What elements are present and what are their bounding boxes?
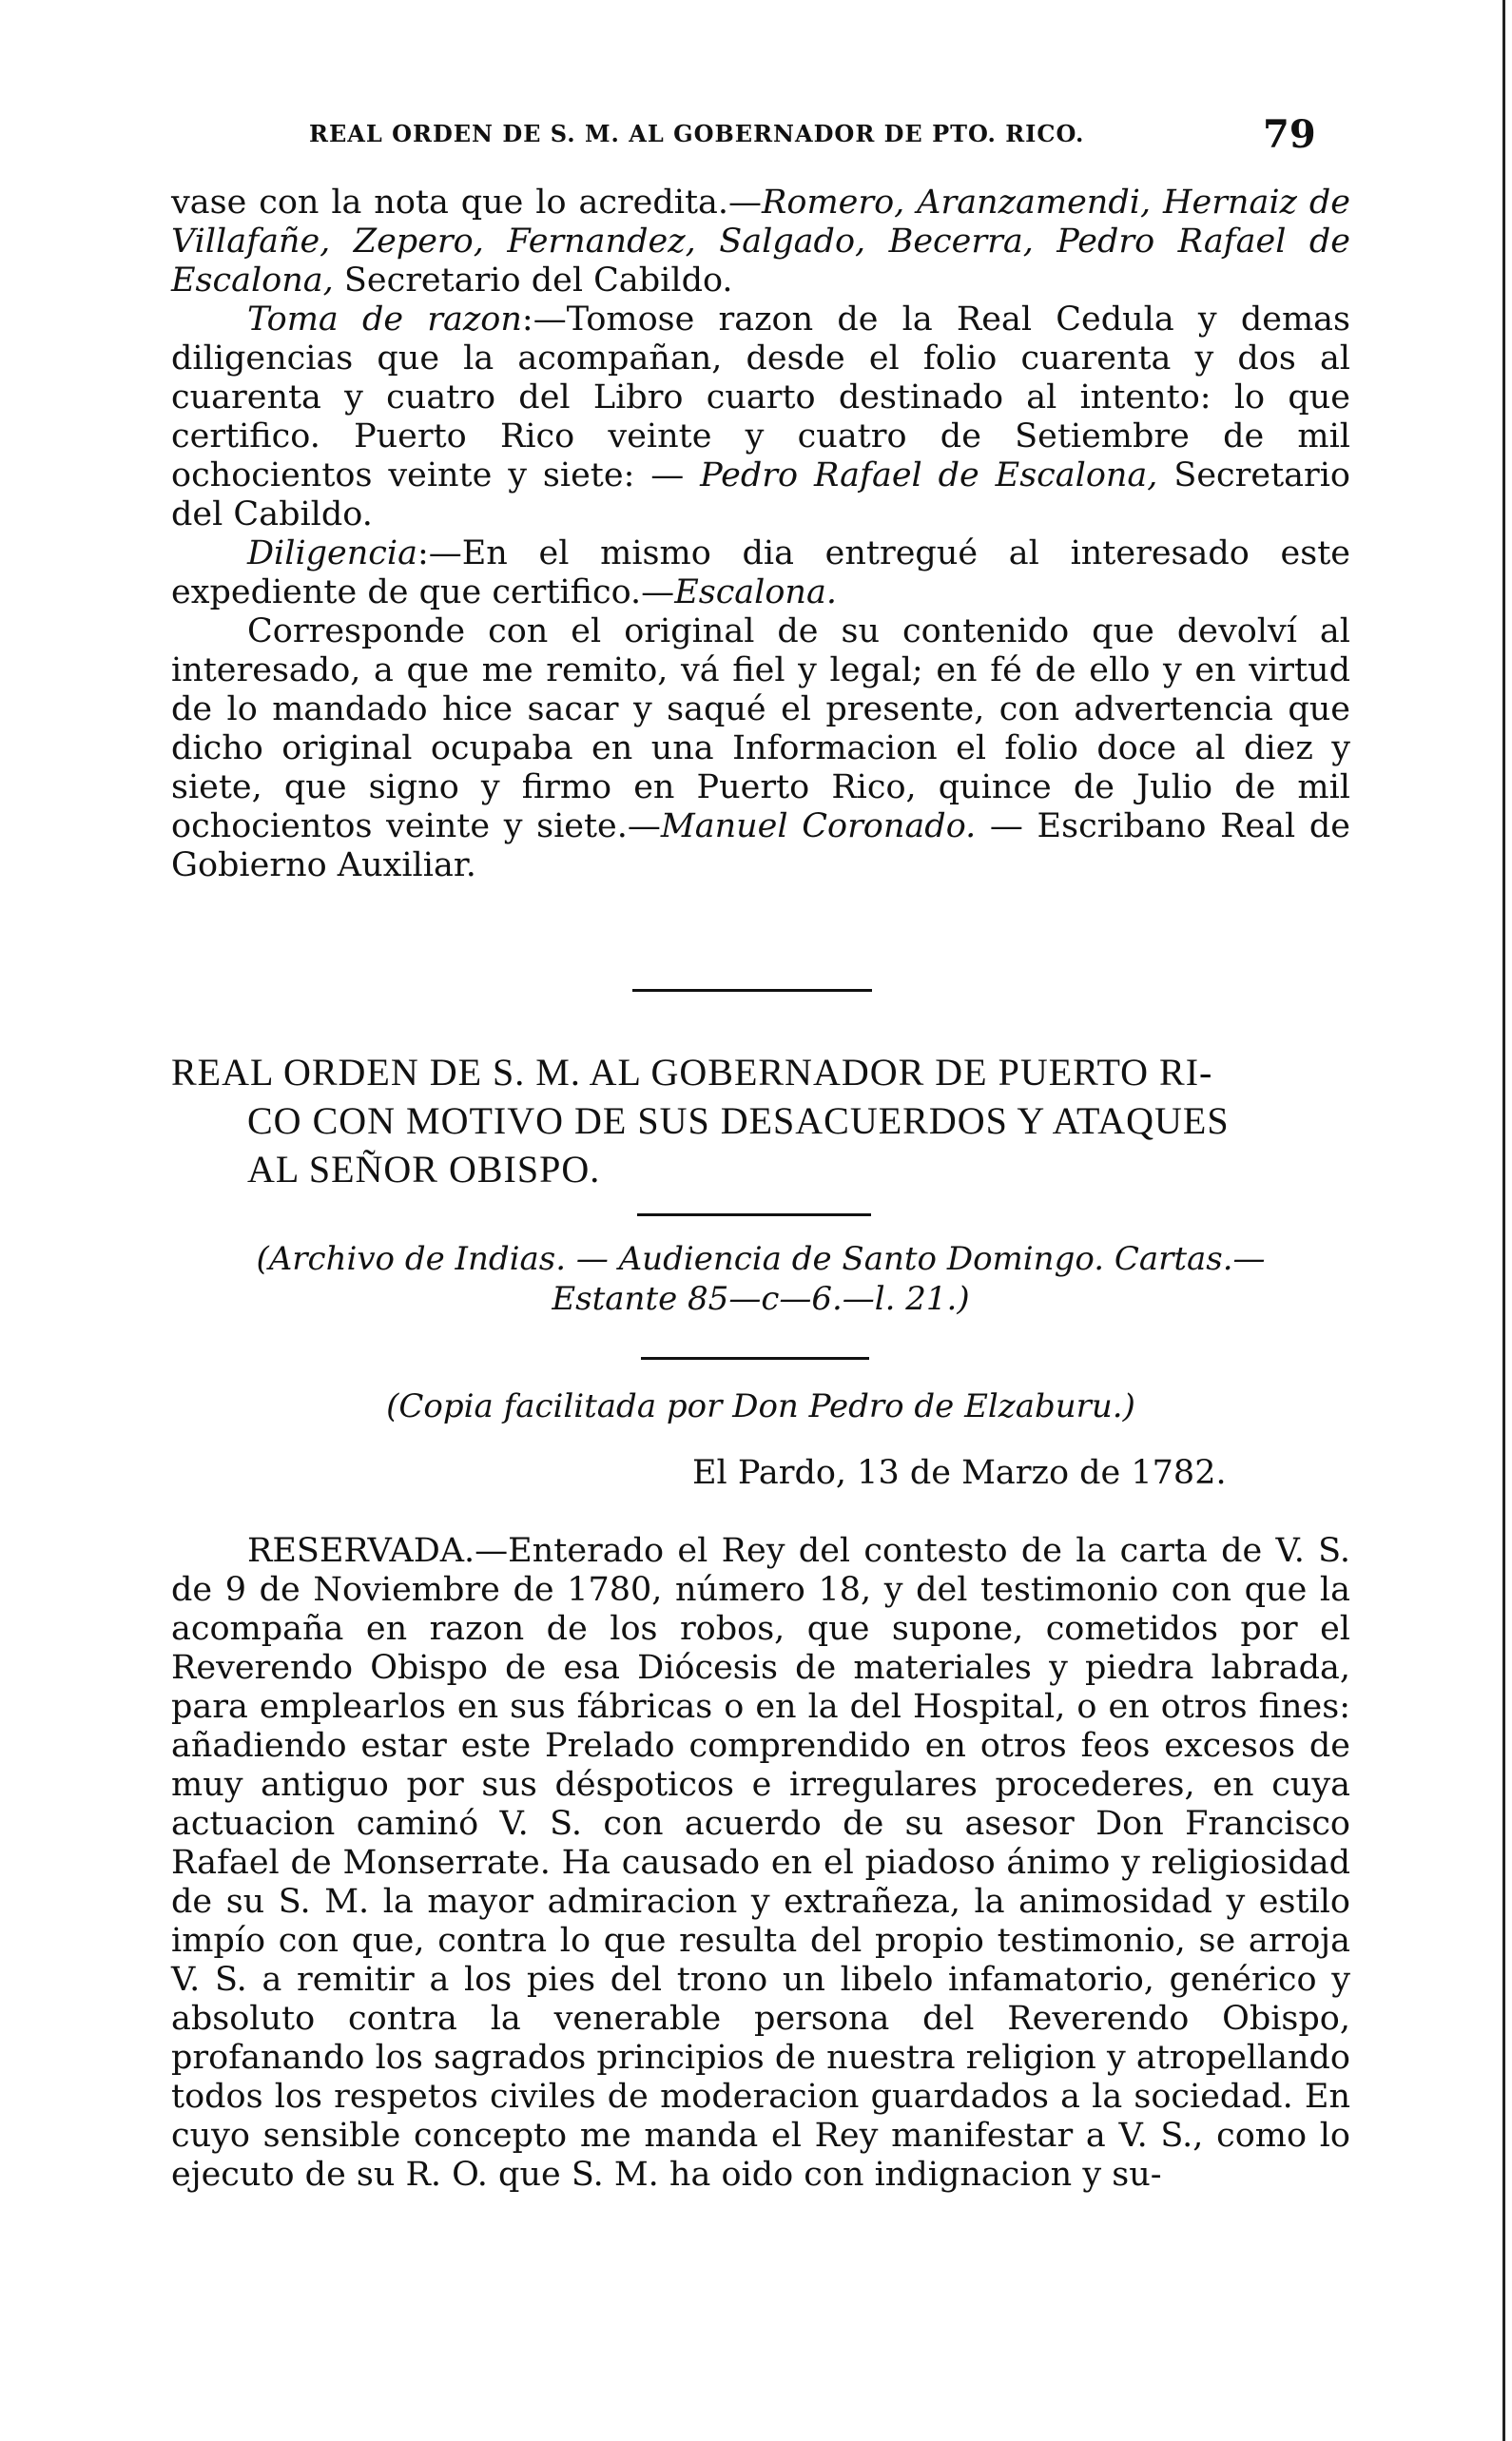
- section-title-line-2: CO CON MOTIVO DE SUS DESACUERDOS Y ATAQUES: [247, 1099, 1230, 1142]
- escalona-name: Escalona.: [674, 573, 837, 611]
- top-text-block: [171, 184, 1350, 885]
- coronado-name: Manuel Coronado.: [660, 807, 977, 845]
- section-title-line-3: AL SEÑOR OBISPO.: [247, 1148, 601, 1191]
- running-head: REAL ORDEN DE S. M. AL GOBERNADOR DE PTO. RICO.: [309, 120, 1085, 147]
- paragraph-toma-de-razon: Toma de razon:—Tomose razon de la Real Cedula y demas diligencias que la acompañan, desde el folio cuarenta y dos al cuarenta y cuatro del Libro cuarto destinado al intento: lo que certifico. Puerto Rico veinte y cuatro de Setiembre de mil ochocientos veinte y siete: — Pedro Rafael de Escalona, Secretario del Cabildo.: [171, 300, 1351, 533]
- toma-de-razon-label: Toma de razon: [247, 300, 522, 339]
- page-edge-rule: [1502, 0, 1505, 2441]
- source-divider: [641, 1357, 869, 1360]
- section-title-line-1: REAL ORDEN DE S. M. AL GOBERNADOR DE PUERTO RI-: [171, 1051, 1213, 1094]
- copy-note: (Copia facilitada por Don Pedro de Elzaburu.): [386, 1387, 1135, 1425]
- page-number: 79: [1263, 112, 1316, 157]
- letter-body-block: [171, 1532, 1350, 2195]
- paragraph-corresponde: Corresponde con el original de su contenido que devolví al interesado, a que me remito, vá fiel y legal; en fé de ello y en virtud de lo mandado hice sacar y saqué el presente, con advertencia que dicho original ocupaba en una Informacion el folio doce al diez y siete, que signo y firmo en Puerto Rico, quince de Julio de mil ochocientos veinte y siete.—Manuel Coronado. — Escribano Real de Gobierno Auxiliar.: [171, 612, 1350, 884]
- paragraph-cabildo-signatures: vase con la nota que lo acredita.—Romero, Aranzamendi, Hernaiz de Villafañe, Zepero, Fernandez, Salgado, Becerra, Pedro Rafael de Escalona, Secretario del Cabildo.: [171, 184, 1350, 300]
- section-title: [171, 1048, 1355, 1193]
- diligencia-label: Diligencia: [247, 534, 417, 572]
- secretary-name: Pedro Rafael de Escalona,: [700, 456, 1158, 494]
- archive-source-line-2: Estante 85—c—6.—l. 21.): [552, 1280, 970, 1318]
- title-divider: [637, 1213, 871, 1216]
- dateline: El Pardo, 13 de Marzo de 1782.: [692, 1454, 1227, 1492]
- letter-body: RESERVADA.—Enterado el Rey del contesto de la carta de V. S. de 9 de Noviembre de 1780, número 18, y del testimonio con que la acompaña en razon de los robos, que supone, cometidos por el Reverendo Obispo de esa Diócesis de materiales y piedra labrada, para emplearlos en sus fábricas o en la del Hospital, o en otros fines: añadiendo estar este Prelado comprendido en otros feos excesos de muy antiguo por sus déspoticos e irregulares procederes, en cuya actuacion caminó V. S. con acuerdo de su asesor Don Francisco Rafael de Monserrate. Ha causado en el piadoso ánimo y religiosidad de su S. M. la mayor admiracion y extrañeza, la animosidad y estilo impío con que, contra lo que resulta del propio testimonio, se arroja V. S. a remitir a los pies del trono un libelo infamatorio, genérico y absoluto contra la venerable persona del Reverendo Obispo, profanando los sagrados principios de nuestra religion y atropellando todos los respetos civiles de moderacion guardados a la sociedad. En cuyo sensible concepto me manda el Rey manifestar a V. S., como lo ejecuto de su R. O. que S. M. ha oido con indignacion y su-: [171, 1532, 1350, 2194]
- signatory-names: Romero, Aranzamendi, Hernaiz de Villafañe, Zepero, Fernandez, Salgado, Becerra, Pedro Rafael de Escalona,: [171, 184, 1350, 300]
- archive-source: [171, 1239, 1350, 1319]
- paragraph-diligencia: Diligencia:—En el mismo dia entregué al interesado este expediente de que certifico.—Escalona.: [171, 534, 1350, 611]
- archive-source-line-1: (Archivo de Indias. — Audiencia de Santo Domingo. Cartas.—: [256, 1240, 1266, 1278]
- section-divider-top: [632, 989, 872, 992]
